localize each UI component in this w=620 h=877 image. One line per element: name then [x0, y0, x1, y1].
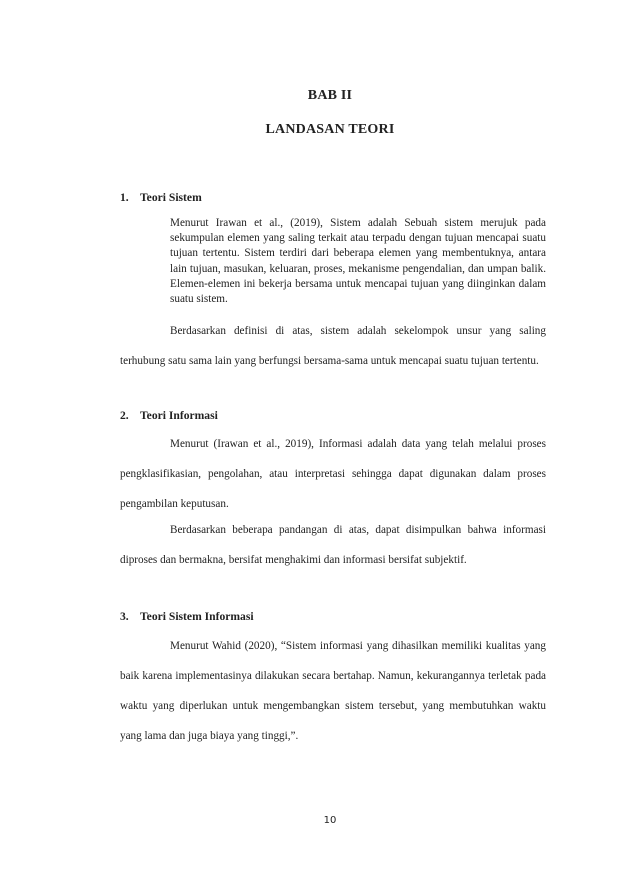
section-number: 3.: [120, 610, 129, 623]
paragraph: [120, 429, 546, 519]
chapter-title: LANDASAN TEORI: [265, 122, 395, 137]
paragraph-text: Berdasarkan beberapa pandangan di atas, dapat disimpulkan bahwa informasi diproses dan bermakna, bersifat menghakimi dan informasi bersifat subjektif.: [120, 524, 546, 566]
section-number: 1.: [120, 191, 129, 204]
block-quote: Menurut Irawan et al., (2019), Sistem adalah Sebuah sistem merujuk pada sekumpulan elemen yang saling terkait atau terpadu dengan tujuan mencapai suatu tujuan tertentu. Sistem terdiri dari beberapa elemen yang membentuknya, antara lain tujuan, masukan, keluaran, proses, mekanisme pengendalian, dan umpan balik. Elemen-elemen ini bekerja bersama untuk mencapai tujuan yang diinginkan dalam suatu sistem.: [170, 217, 546, 306]
section-heading-teori-sistem: [120, 191, 202, 204]
paragraph: [120, 631, 546, 751]
chapter-label: BAB II: [307, 88, 353, 103]
paragraph-text: Menurut (Irawan et al., 2019), Informasi adalah data yang telah melalui proses pengklasifikasian, pengolahan, atau interpretasi sehingga dapat digunakan dalam proses pengambilan keputusan.: [120, 438, 546, 510]
section-title: Teori Sistem: [140, 191, 202, 204]
section-title: Teori Sistem Informasi: [140, 610, 254, 623]
paragraph: [120, 515, 546, 575]
section-number: 2.: [120, 409, 129, 422]
paragraph-text: Berdasarkan definisi di atas, sistem adalah sekelompok unsur yang saling terhubung satu sama lain yang berfungsi bersama-sama untuk mencapai suatu tujuan tertentu.: [120, 325, 546, 367]
section-heading-teori-informasi: [120, 409, 218, 422]
page-number: 10: [323, 815, 337, 826]
paragraph: [120, 316, 546, 376]
section-title: Teori Informasi: [140, 409, 218, 422]
section-heading-teori-sistem-informasi: [120, 610, 254, 623]
paragraph-text: Menurut Wahid (2020), “Sistem informasi yang dihasilkan memiliki kualitas yang baik karena implementasinya dilakukan secara bertahap. Namun, kekurangannya terletak pada waktu yang diperlukan untuk mengembangkan sistem tersebut, yang membutuhkan waktu yang lama dan juga biaya yang tinggi,”.: [120, 640, 546, 742]
